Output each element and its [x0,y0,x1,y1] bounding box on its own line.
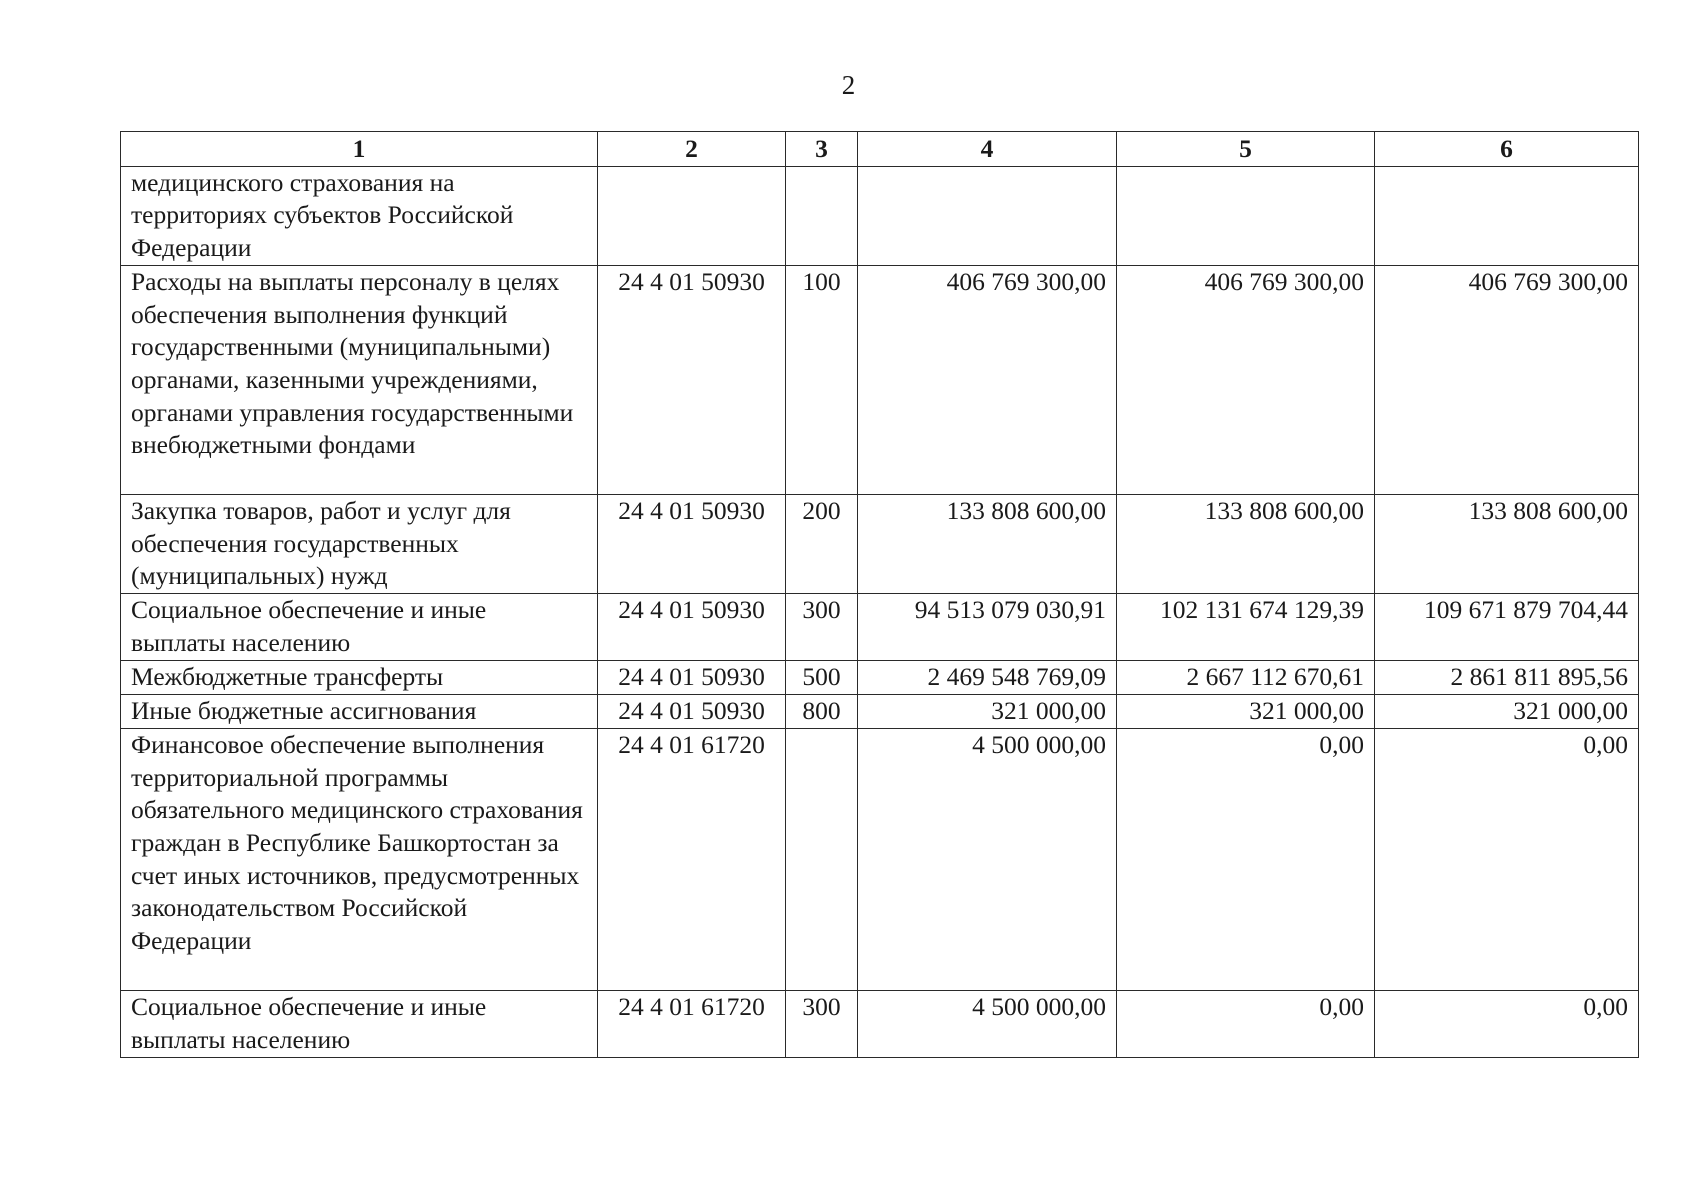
page-number: 2 [841,70,856,100]
row-value-6: 109 671 879 704,44 [1375,593,1639,660]
table-row [121,990,1639,1057]
row-name: медицинского страхования на территориях субъектов Российской Федерации [121,166,598,265]
table-row [121,593,1639,660]
row-value-6: 0,00 [1375,728,1639,990]
row-value-6: 133 808 600,00 [1375,494,1639,593]
row-name: Расходы на выплаты персоналу в целях обеспечения выполнения функций государственными (муниципальными) органами, казенными учреждениями, органами управления государственными внебюджетными фондами [121,265,598,494]
column-header-2: 2 [598,132,786,167]
table-body [121,166,1639,1057]
row-value-5: 102 131 674 129,39 [1117,593,1375,660]
column-header-3: 3 [786,132,858,167]
table-row [121,728,1639,990]
row-code [598,166,786,265]
row-expense-type: 300 [786,990,858,1057]
column-header-5: 5 [1117,132,1375,167]
row-name: Закупка товаров, работ и услуг для обеспечения государственных (муниципальных) нужд [121,494,598,593]
row-code: 24 4 01 50930 [598,494,786,593]
row-value-5: 0,00 [1117,728,1375,990]
row-code: 24 4 01 50930 [598,694,786,728]
row-value-5: 406 769 300,00 [1117,265,1375,494]
row-code: 24 4 01 50930 [598,593,786,660]
row-value-4: 321 000,00 [858,694,1117,728]
row-expense-type: 500 [786,660,858,694]
row-expense-type: 800 [786,694,858,728]
row-code: 24 4 01 50930 [598,660,786,694]
row-name: Иные бюджетные ассигнования [121,694,598,728]
row-expense-type [786,728,858,990]
row-value-5: 2 667 112 670,61 [1117,660,1375,694]
table-row [121,660,1639,694]
row-name: Финансовое обеспечение выполнения территориальной программы обязательного медицинского страхования граждан в Республике Башкортостан за счет иных источников, предусмотренных законодательством Российской Федерации [121,728,598,990]
budget-table [120,131,1639,1058]
table-row [121,494,1639,593]
row-expense-type: 300 [786,593,858,660]
row-expense-type [786,166,858,265]
row-name: Социальное обеспечение и иные выплаты населению [121,593,598,660]
table-row [121,265,1639,494]
row-name: Межбюджетные трансферты [121,660,598,694]
table-header [121,132,1639,167]
row-code: 24 4 01 61720 [598,728,786,990]
column-header-6: 6 [1375,132,1639,167]
row-expense-type: 100 [786,265,858,494]
row-value-4: 4 500 000,00 [858,728,1117,990]
row-value-5: 133 808 600,00 [1117,494,1375,593]
row-value-5: 321 000,00 [1117,694,1375,728]
table-row [121,166,1639,265]
row-code: 24 4 01 61720 [598,990,786,1057]
row-value-4: 94 513 079 030,91 [858,593,1117,660]
row-value-4: 4 500 000,00 [858,990,1117,1057]
row-name: Социальное обеспечение и иные выплаты населению [121,990,598,1057]
row-value-6: 321 000,00 [1375,694,1639,728]
row-value-4: 2 469 548 769,09 [858,660,1117,694]
row-value-6 [1375,166,1639,265]
table-row [121,694,1639,728]
row-value-6: 0,00 [1375,990,1639,1057]
row-value-4: 133 808 600,00 [858,494,1117,593]
row-value-5: 0,00 [1117,990,1375,1057]
row-value-6: 406 769 300,00 [1375,265,1639,494]
header-row [121,132,1639,167]
row-expense-type: 200 [786,494,858,593]
column-header-4: 4 [858,132,1117,167]
row-value-4: 406 769 300,00 [858,265,1117,494]
row-value-6: 2 861 811 895,56 [1375,660,1639,694]
row-value-4 [858,166,1117,265]
row-code: 24 4 01 50930 [598,265,786,494]
row-value-5 [1117,166,1375,265]
column-header-1: 1 [121,132,598,167]
